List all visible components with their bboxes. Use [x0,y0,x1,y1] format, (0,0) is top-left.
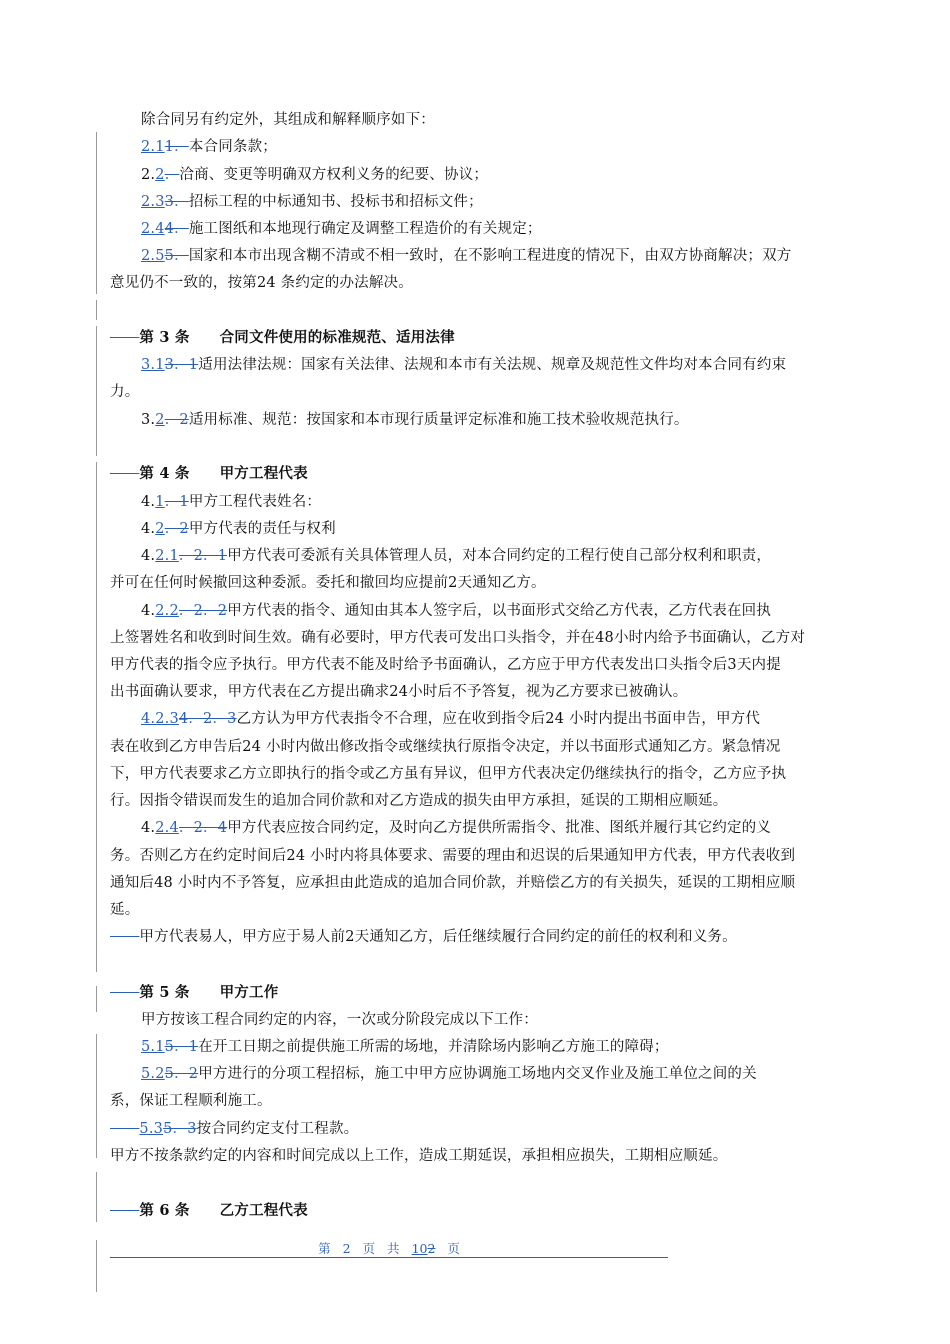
revision-delete: ．2．4 [178,820,228,836]
article-4-2-4-cont: 务。否则乙方在约定时间后24 小时内将具体要求、需要的理由和迟误的后果通知甲方代表，甲方代表收到 [110,848,796,864]
revision-delete: ．2．2 [178,603,228,619]
revision-delete: ．2 [164,521,189,537]
revision-insert: 2.4 [141,221,165,237]
revision-insert: 5.1 [141,1039,165,1055]
revision-delete: 5． [164,248,189,264]
paragraph-intro: 除合同另有约定外，其组成和解释顺序如下： [141,112,435,128]
change-bar [96,1034,97,1158]
revision-delete: 4． [164,221,189,237]
revision-insert: 3.1 [141,357,165,373]
article-3-1-cont: 力。 [110,384,140,400]
revision-insert: 2 [155,412,165,428]
article-5-intro: 甲方按该工程合同约定的内容，一次或分阶段完成以下工作： [141,1012,538,1028]
revision-insert: 2 [155,167,165,183]
article-4-2-2-cont: 上签署姓名和收到时间生效。确有必要时，甲方代表可发出口头指令，并在48小时内给予书面确认，乙方对 [110,630,806,646]
list-item-2-5-cont: 意见仍不一致的，按第24 条约定的办法解决。 [110,275,413,291]
revision-insert: 2.5 [141,248,165,264]
total-pages-delete: 2 [427,1241,436,1256]
revision-insert: 2.2 [155,603,179,619]
article-4-2-3-cont: 行。因指令错误而发生的追加合同价款和对乙方造成的损失由甲方承担，延误的工期相应顺延。 [110,793,728,809]
article-3-heading: 第 3 条 合同文件使用的标准规范、适用法律 [139,329,455,346]
article-4-2-1-cont: 并可在任何时候撤回这种委派。委托和撤回均应提前2天通知乙方。 [110,575,546,591]
list-item-2-4: 2.44．施工图纸和本地现行确定及调整工程造价的有关规定； [141,221,542,237]
list-item-2-5: 2.55．国家和本市出现含糊不清或不相一致时，在不影响工程进度的情况下，由双方协商解决；双方 [141,248,792,264]
change-bar [96,986,97,1012]
list-item-2-1: 2.11．本合同条款； [141,139,278,155]
revision-insert: 4.2.3 [141,711,179,727]
article-5-breach: 甲方不按条款约定的内容和时间完成以上工作，造成工期延误，承担相应损失，工期相应顺延。 [110,1148,728,1164]
article-4-2-3: 4.2.34．2．3乙方认为甲方代表指令不合理，应在收到指令后24 小时内提出书面申告，甲方代 [141,711,761,727]
page-footer: 第 2 页 共 102 页 [110,1241,668,1258]
change-bar [96,132,97,294]
article-4-2-1: 4.2.1．2．1甲方代表可委派有关具体管理人员，对本合同约定的工程行使自己部分权利和职责， [141,548,772,564]
revision-insert: 2.1 [141,139,165,155]
revision-insert: 5.3 [139,1121,164,1137]
total-pages-insert: 10 [411,1241,428,1256]
list-item-2-2: 2.2．洽商、变更等明确双方权利义务的纪要、协议； [141,167,489,183]
revision-insert: 1 [155,494,165,510]
article-4-2-2-cont: 出书面确认要求，甲方代表在乙方提出确求24小时后不予答复，视为乙方要求已被确认。 [110,684,688,700]
revision-insert: 2.3 [141,194,165,210]
article-4-2-4: 4.2.4．2．4甲方代表应按合同约定，及时向乙方提供所需指令、批准、图纸并履行其它约定的义 [141,820,772,836]
revision-delete: 4．2．3 [178,711,237,727]
revision-delete: ．2．1 [178,548,228,564]
change-bar [96,1240,97,1292]
article-5-heading: 第 5 条 甲方工作 [139,984,279,1001]
article-4-rep-change: 甲方代表易人，甲方应于易人前2天通知乙方，后任继续履行合同约定的前任的权利和义务。 [139,929,737,945]
article-5-2-cont: 系，保证工程顺利施工。 [110,1093,272,1109]
revision-insert: 2.1 [155,548,179,564]
change-bar [96,462,97,972]
revision-delete: ．1 [174,357,199,373]
article-5-1: 5.15．1在开工日期之前提供施工所需的场地，并清除场内影响乙方施工的障碍； [141,1039,669,1055]
revision-delete: ．1 [164,494,189,510]
article-6-heading: 第 6 条 乙方工程代表 [139,1202,308,1219]
revision-delete: 5．1 [164,1039,199,1055]
article-5-3: 5.35．3按合同约定支付工程款。 [139,1121,359,1137]
article-5-2: 5.25．2甲方进行的分项工程招标，施工中甲方应协调施工场地内交叉作业及施工单位之间的关 [141,1066,757,1082]
change-bar [96,326,97,456]
revision-delete: 5．3 [163,1121,197,1137]
current-page: 2 [342,1241,351,1256]
revision-insert: 2.4 [155,820,179,836]
list-item-2-3: 2.33．招标工程的中标通知书、投标书和招标文件； [141,194,483,210]
change-bar [96,300,97,320]
revision-delete: 3 [164,357,175,373]
revision-delete: 1． [164,139,189,155]
article-4-heading: 第 4 条 甲方工程代表 [139,465,308,482]
article-4-2-3-cont: 下，甲方代表要求乙方立即执行的指令或乙方虽有异议，但甲方代表决定仍继续执行的指令，乙方应予执 [110,766,787,782]
change-bar [96,1172,97,1222]
revision-insert: 2 [155,521,165,537]
article-4-2-4-cont: 通知后48 小时内不予答复，应承担由此造成的追加合同价款，并赔偿乙方的有关损失，延误的工期相应顺 [110,875,796,891]
article-4-2-3-cont: 表在收到乙方申告后24 小时内做出修改指令或继续执行原指令决定，并以书面形式通知乙方。紧急情况 [110,739,781,755]
article-4-2: 4.2．2甲方代表的责任与权利 [141,521,336,537]
article-4-2-4-cont: 延。 [110,902,140,918]
revision-delete: ． [164,167,180,183]
article-3-2: 3.2．2适用标准、规范：按国家和本市现行质量评定标准和施工技术验收规范执行。 [141,412,689,428]
article-4-1: 4.1．1甲方工程代表姓名： [141,494,322,510]
revision-delete: 3． [164,194,189,210]
article-3-1: 3.13．1适用法律法规：国家有关法律、法规和本市有关法规、规章及规范性文件均对本合同有约束 [141,357,787,373]
article-4-2-2-cont: 甲方代表的指令应予执行。甲方代表不能及时给予书面确认，乙方应于甲方代表发出口头指令后3天内提 [110,657,781,673]
article-4-2-2: 4.2.2．2．2甲方代表的指令、通知由其本人签字后，以书面形式交给乙方代表，乙方代表在回执 [141,603,772,619]
revision-insert: 5.2 [141,1066,165,1082]
revision-delete: ．2 [164,412,189,428]
revision-delete: 5．2 [164,1066,199,1082]
